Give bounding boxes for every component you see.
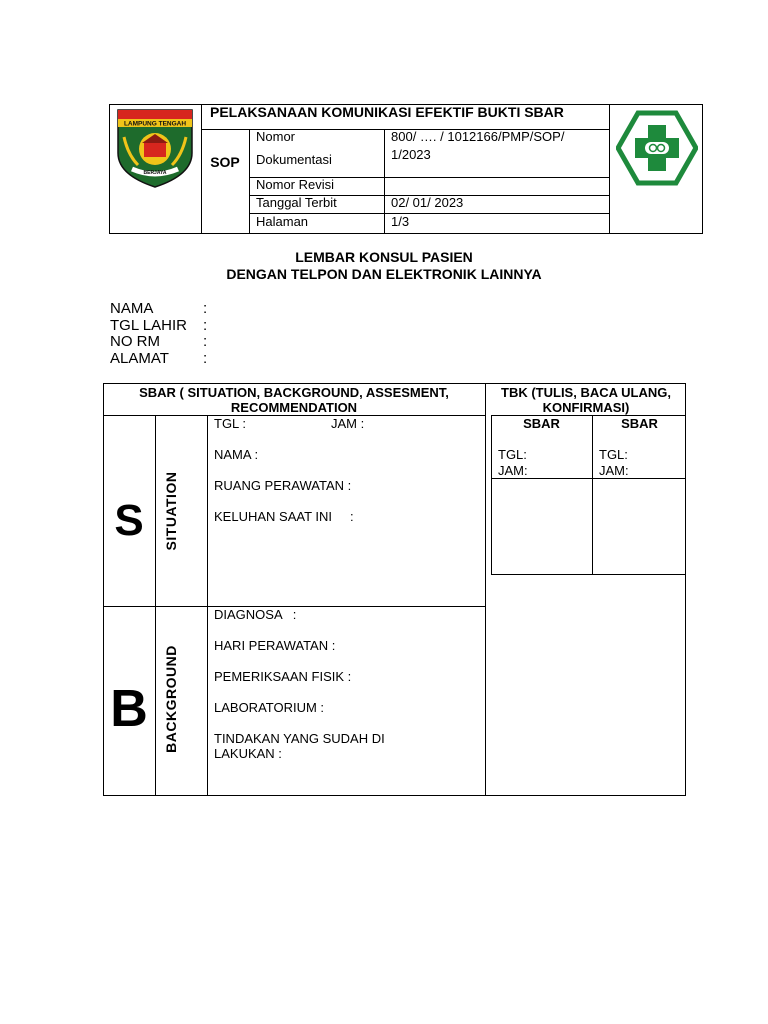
- patient-field-label: TGL LAHIR: [110, 317, 187, 334]
- patient-field-alamat: [110, 350, 169, 367]
- patient-field-colon: :: [203, 317, 208, 334]
- tbk-header: [486, 385, 686, 415]
- sop-title: PELAKSANAAN KOMUNIKASI EFEKTIF BUKTI SBAR: [210, 104, 564, 120]
- sbar-header-line2: RECOMMENDATION: [230, 400, 358, 415]
- patient-field-colon: :: [203, 350, 208, 367]
- patient-field-label: NO RM: [110, 333, 160, 350]
- tbk-col1-header: SBAR: [523, 416, 560, 431]
- patient-field-label: NAMA: [110, 300, 154, 317]
- tbk-header-line2: KONFIRMASI): [542, 400, 630, 415]
- table-divider: [103, 415, 486, 416]
- header-divider: [609, 104, 610, 234]
- situation-ruang-perawatan: RUANG PERAWATAN :: [214, 478, 352, 493]
- lampung-tengah-crest-icon: [114, 107, 196, 189]
- field-value-nomor-line2: 1/2023: [391, 147, 431, 162]
- field-value-halaman: 1/3: [391, 214, 410, 229]
- patient-field-colon: :: [203, 333, 208, 350]
- header-divider: [384, 129, 385, 234]
- background-tindakan-line2: LAKUKAN :: [214, 746, 282, 761]
- field-label-dokumentasi: Dokumentasi: [256, 152, 332, 167]
- patient-field-no-rm: [110, 333, 160, 350]
- field-label-nomor: Nomor: [256, 129, 296, 144]
- crest-motto-text: BERJAYA: [143, 170, 167, 176]
- tbk-divider: [491, 478, 686, 479]
- form-title-line2: DENGAN TELPON DAN ELEKTRONIK LAINNYA: [226, 266, 542, 282]
- tbk-col2-jam: JAM:: [599, 463, 629, 478]
- field-label-nomor-revisi: Nomor Revisi: [256, 177, 335, 192]
- field-value-nomor-line1: 800/ …. / 1012166/PMP/SOP/: [391, 129, 565, 144]
- header-divider: [249, 129, 250, 234]
- situation-letter: S: [114, 496, 144, 545]
- background-vertical-label: BACKGROUND: [163, 645, 179, 753]
- field-label-halaman: Halaman: [256, 214, 309, 229]
- background-diagnosa: DIAGNOSA :: [214, 607, 297, 622]
- tbk-inner-table: [491, 415, 686, 575]
- puskesmas-cross-icon: [616, 109, 698, 187]
- form-title-line1: LEMBAR KONSUL PASIEN: [295, 249, 473, 265]
- field-label-tanggal-terbit: Tanggal Terbit: [256, 195, 337, 210]
- table-divider: [485, 383, 486, 796]
- sbar-header-line1: SBAR ( SITUATION, BACKGROUND, ASSESMENT,: [139, 385, 449, 400]
- tbk-divider: [592, 415, 593, 575]
- crest-banner-text: LAMPUNG TENGAH: [123, 120, 187, 128]
- patient-field-label: ALAMAT: [110, 350, 169, 367]
- tbk-col1-tgl: TGL:: [498, 447, 527, 462]
- background-pemeriksaan-fisik: PEMERIKSAAN FISIK :: [214, 669, 352, 684]
- sop-label: SOP: [210, 154, 240, 170]
- patient-field-tgl-lahir: [110, 317, 187, 334]
- tbk-col2-header: SBAR: [621, 416, 658, 431]
- field-value-tanggal-terbit: 02/ 01/ 2023: [391, 195, 464, 210]
- sbar-header: [103, 385, 485, 415]
- background-letter: B: [110, 680, 148, 738]
- tbk-header-line1: TBK (TULIS, BACA ULANG,: [501, 385, 671, 400]
- tbk-col2-tgl: TGL:: [599, 447, 628, 462]
- background-hari-perawatan: HARI PERAWATAN :: [214, 638, 336, 653]
- situation-vertical-label: SITUATION: [163, 471, 179, 551]
- situation-tgl: TGL :: [214, 416, 247, 431]
- background-tindakan-line1: TINDAKAN YANG SUDAH DI: [214, 731, 385, 746]
- situation-jam: JAM :: [331, 416, 365, 431]
- situation-nama: NAMA :: [214, 447, 259, 462]
- situation-keluhan: KELUHAN SAAT INI :: [214, 509, 354, 524]
- patient-field-colon: :: [203, 300, 208, 317]
- tbk-col1-jam: JAM:: [498, 463, 528, 478]
- background-laboratorium: LABORATORIUM :: [214, 700, 325, 715]
- patient-field-nama: [110, 300, 153, 317]
